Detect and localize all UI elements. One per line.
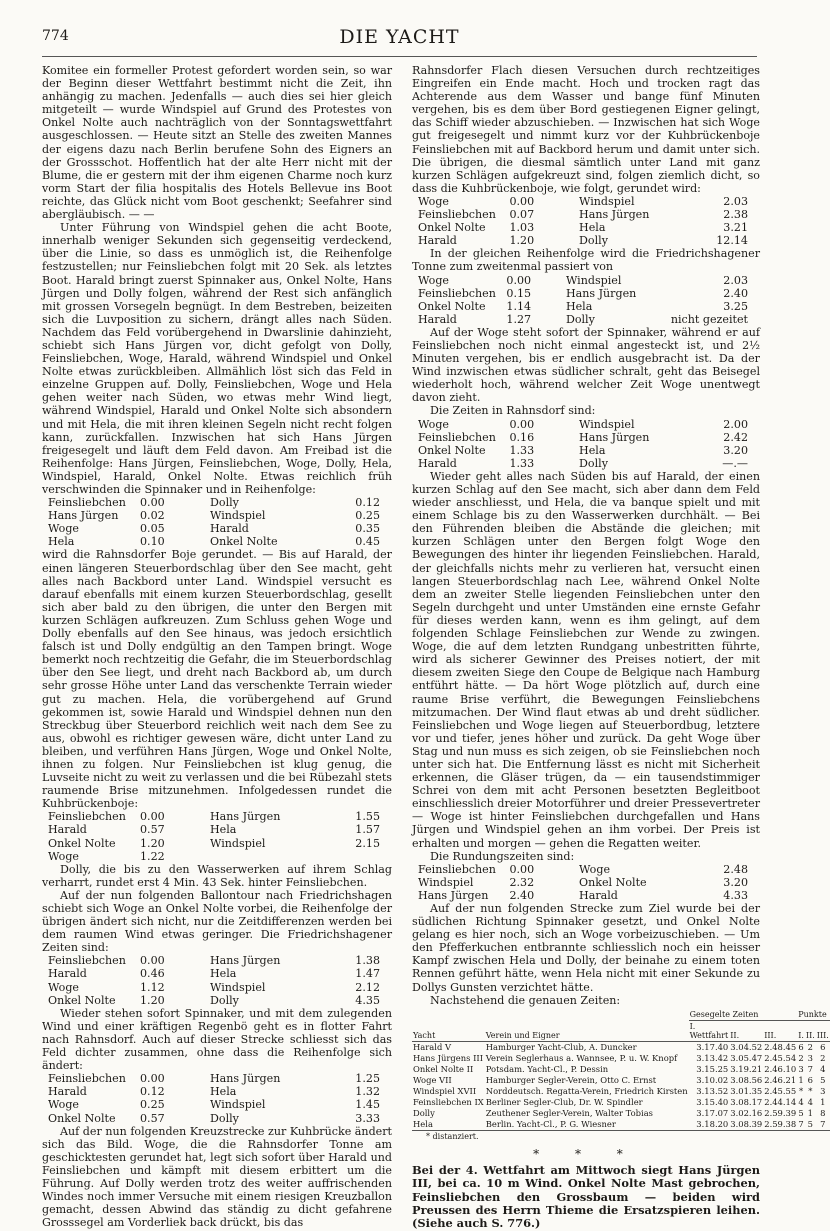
time-value: 3.20 <box>723 875 748 889</box>
yacht-name: Onkel Nolte <box>418 299 486 313</box>
yacht-name: Feinsliebchen <box>418 430 496 444</box>
yacht-name: Feinsliebchen <box>418 286 496 300</box>
time-value: 3.33 <box>355 1111 380 1125</box>
time-value: 0.00 <box>509 862 535 876</box>
yacht-name: Woge <box>48 980 79 994</box>
col-header-club: Verein und Eigner <box>485 1009 689 1042</box>
time-value: 2.00 <box>723 417 748 431</box>
time-value: 0.12 <box>140 1085 165 1099</box>
paragraph: Unter Führung von Windspiel gehen die acht Boote, innerhalb weniger Sekunden sich gegenseitig verdeckend, über die Linie, so dass es unmöglich ist, die Reihenfolge festzustellen; nur Feinsliebchen folgt mit 20 Sek. als letztes Boot. Harald bringt zuerst Spinnaker aus, Onkel Nolte, Hans Jürgen und Dolly folgen, während der Rest sich anfänglich mit grossen Vorsegeln begnügt. In dem Bestreben, beizeiten sich die Luvposition zu sichern, drängt alles nach Süden. Nachdem das Feld vorübergehend in Dwarslinie dahinzieht, schiebt sich Hans Jürgen vor, dicht gefolgt von Dolly, Feinsliebchen, Woge, Harald, während Windspiel und Onkel Nolte etwas zurückbleiben. Allmählich löst sich das Feld in einzelne Gruppen auf. Dolly, Feinsliebchen, Woge und Hela gehen weiter nach Süden, wo etwas mehr Wind liegt, während Windspiel, Harald und Onkel Nolte sich absondern und mit Hela, die mit ihren kleinen Segeln nicht recht folgen kann, zurückfallen. Inzwischen hat sich Hans Jürgen freigesegelt und läuft dem Feld davon. Am Freibad ist die Reihenfolge: Hans Jürgen, Feinsliebchen, Woge, Dolly, Hela, Windspiel, Harald, Onkel Nolte. Etwas reichlich früh verschwinden die Spinnaker und in Reihenfolge: <box>42 221 392 496</box>
time-value: 1.33 <box>509 443 535 457</box>
points-1: 7 <box>798 1118 804 1129</box>
time-value: 0.46 <box>140 967 165 981</box>
points-1: * <box>798 1085 804 1096</box>
yacht-name: Hans Jürgen <box>210 810 281 824</box>
table-row <box>42 954 392 967</box>
table-row <box>412 431 760 444</box>
time-value: 0.10 <box>140 535 165 549</box>
yacht-name: Hela <box>579 443 606 457</box>
time-value: 0.57 <box>140 1111 165 1125</box>
time-value: 2.38 <box>723 208 748 222</box>
table-row <box>42 810 392 823</box>
time-value: 1.20 <box>140 836 165 850</box>
points-3: 4 <box>820 1063 826 1074</box>
time-race-3: 2.45.55 <box>764 1085 797 1096</box>
yacht-name: Woge <box>418 273 449 287</box>
yacht-name: Harald <box>418 312 457 326</box>
yacht-name: Onkel Nolte <box>48 993 116 1007</box>
time-race-2: 3.08.56 <box>730 1074 763 1085</box>
yacht-name: Windspiel <box>210 509 266 523</box>
points-1: 4 <box>798 1096 804 1107</box>
times-table <box>412 418 760 470</box>
yacht-name: Hans Jürgen <box>579 430 650 444</box>
time-value: 1.57 <box>355 823 380 837</box>
yacht-name: Dolly <box>210 993 239 1007</box>
time-value: 1.25 <box>355 1072 380 1086</box>
col-header-points-1: I. <box>797 1020 805 1041</box>
points-2: 6 <box>807 1074 814 1085</box>
time-value: 2.15 <box>355 836 380 850</box>
points-1: 1 <box>798 1074 804 1085</box>
yacht-name: Hela <box>579 221 606 235</box>
times-table <box>412 195 760 247</box>
points-2: 7 <box>807 1063 814 1074</box>
yacht-name: Woge <box>48 849 79 863</box>
paragraph: Rahnsdorfer Flach diesen Versuchen durch rechtzeitiges Eingreifen ein Ende macht. Hoch und trocken ragt das Achterende aus dem Wasser und bange fünf Minuten vergehen, bis es dem über Bord gestiegenen Eigner gelingt, das Schiff wieder abzuschieben. — Inzwischen hat sich Woge gut freigesegelt und nimmt kurz vor der Kuhbrückenboje Feinsliebchen mit auf Backbord herum und damit unter sich. Die übrigen, die diesmal sämtlich unter Land mit ganz kurzen Schlägen aufgekreuzt sind, folgen ziemlich dicht, so dass die Kuhbrückenboje, wie folgt, gerundet wird: <box>412 64 760 195</box>
col-header-race-2: II. <box>729 1020 763 1041</box>
time-value: 0.15 <box>506 286 532 300</box>
col-header-yacht: Yacht <box>412 1009 485 1042</box>
time-value: 2.40 <box>509 888 535 902</box>
results-row <box>412 1041 830 1053</box>
time-race-2: 3.02.16 <box>730 1107 763 1118</box>
yacht-name: Windspiel <box>210 836 266 850</box>
time-value: 0.57 <box>140 823 165 837</box>
yacht-name: Windspiel <box>210 1098 266 1112</box>
time-race-1: 3.13.52 <box>696 1085 729 1096</box>
time-value: 0.00 <box>140 496 165 510</box>
yacht-name: Onkel Nolte <box>418 221 486 235</box>
results-row <box>412 1119 830 1131</box>
yacht-name: Hans Jürgen <box>579 208 650 222</box>
paragraph: Die Rundungszeiten sind: <box>430 849 575 863</box>
table-row <box>42 994 392 1007</box>
time-value: 4.33 <box>723 888 748 902</box>
yacht-name: Harald V <box>413 1041 452 1052</box>
table-row <box>412 274 760 287</box>
time-race-3: 2.44.14 <box>764 1096 797 1107</box>
time-value: 3.20 <box>723 443 748 457</box>
time-race-2: 3.05.47 <box>730 1052 763 1063</box>
paragraph: wird die Rahnsdorfer Boje gerundet. — Bis auf Harald, der einen längeren Steuerbordschlag über den See macht, geht alles nach Backbord unter Land. Windspiel versucht es darauf ebenfalls mit einem kurzen Steuerbordschlag, gesellt sich aber bald zu den übrigen, die unter den Bergen mit kurzen Schlägen aufkreuzen. Zum Schluss gehen Woge und Dolly ebenfalls auf den See hinaus, was jedoch ersichtlich falsch ist und Dolly endgültig an den Tampen bringt. Woge bemerkt noch rechtzeitig die Gefahr, die im Steuerbordschlag über den See liegt, und dreht nach Backbord ab, um durch sehr grosse Höhe unter Land das verschenkte Terrain wieder gut zu machen. Hela, die vorübergehend auf Grund gekommen ist, sowie Harald und Windspiel dehnen nun den Streckbug über Steuerbord reichlich weit nach dem See zu aus, obwohl es richtiger gewesen wäre, dicht unter Land zu bleiben, und verführen Hans Jürgen, Woge und Onkel Nolte, ihnen zu folgen. Nur Feinsliebchen ist klug genug, die Luvseite nicht zu weit zu verlassen und die bei Rübezahl stets raumende Brise mitzunehmen. Infolgedessen rundet die Kuhbrückenboje: <box>42 548 392 811</box>
yacht-name: Onkel Nolte <box>210 535 278 549</box>
table-row <box>412 208 760 221</box>
col-header-points-2: II. <box>805 1020 816 1041</box>
time-value: 0.25 <box>355 509 380 523</box>
paragraph: Nachstehend die genauen Zeiten: <box>430 993 621 1007</box>
header-rule <box>42 56 757 57</box>
points-3: 7 <box>820 1118 826 1129</box>
time-value: 1.47 <box>355 967 380 981</box>
time-value: 0.02 <box>140 509 165 523</box>
paragraph: Dolly, die bis zu den Wasserwerken auf ihrem Schlag verharrt, rundet erst 4 Min. 43 Sek. hinter Feinsliebchen. <box>42 862 392 889</box>
time-value: 0.35 <box>355 522 380 536</box>
page-number: 774 <box>42 28 69 44</box>
club-owner: Hamburger Yacht-Club, A. Duncker <box>485 1041 637 1052</box>
yacht-name: Hela <box>48 535 75 549</box>
yacht-name: Windspiel <box>579 194 635 208</box>
yacht-name: Hans Jürgen <box>210 954 281 968</box>
paragraph: Auf der Woge steht sofort der Spinnaker, während er auf Feinsliebchen noch nicht einmal angesteckt ist, und 2½ Minuten vergehen, bis er endlich ausgebracht ist. Da der Wind inzwischen etwas südlicher schralt, geht das Beisegel wiederholt hoch, während welcher Zeit Woge unentwegt davon zieht. <box>412 325 760 405</box>
club-owner: Berliner Segler-Club, Dr. W. Spindler <box>485 1096 643 1107</box>
time-race-3: 2.46.21 <box>764 1074 797 1085</box>
yacht-name: Feinsliebchen <box>48 810 126 824</box>
time-value: 1.38 <box>355 954 380 968</box>
time-value: 0.00 <box>509 417 535 431</box>
time-value: 1.33 <box>509 456 535 470</box>
club-owner: Zeuthener Segler-Verein, Walter Tobias <box>485 1107 653 1118</box>
time-race-3: 2.59.38 <box>764 1118 797 1129</box>
yacht-name: Hans Jürgen <box>565 286 637 300</box>
yacht-name: Woge VII <box>413 1074 452 1085</box>
time-value: 2.40 <box>723 286 748 300</box>
table-row <box>42 1098 392 1111</box>
yacht-name: Dolly <box>210 496 239 510</box>
yacht-name: Onkel Nolte II <box>413 1063 474 1074</box>
paragraph: In der gleichen Reihenfolge wird die Friedrichshagener Tonne zum zweitenmal passiert von <box>412 247 760 274</box>
time-value: 0.25 <box>140 1098 165 1112</box>
points-3: 3 <box>820 1085 826 1096</box>
yacht-name: Woge <box>48 1098 79 1112</box>
table-row <box>412 287 760 300</box>
yacht-name: Harald <box>579 888 618 902</box>
yacht-name: Harald <box>48 967 87 981</box>
yacht-name: Hans Jürgen <box>210 1072 281 1086</box>
points-2: 1 <box>807 1107 814 1118</box>
paragraph: Auf der nun folgenden Strecke zum Ziel wurde bei der südlichen Richtung Spinnaker gesetzt, und Onkel Nolte gelang es hier noch, sich an Woge vorbeizuschieben. — Um den Pfefferkuchen entbrannte schliesslich noch ein heisser Kampf zwischen Hela und Dolly, der beinahe zu einem toten Rennen geführt hätte, wenn Hela nicht mit einer Sekunde zu Dollys Gunsten verzichtet hätte. <box>412 902 760 994</box>
club-owner: Berlin. Yacht-Cl., P. G. Wiesner <box>485 1118 616 1129</box>
paragraph: Wieder stehen sofort Spinnaker, und mit dem zulegenden Wind und einer kräftigen Regenbö geht es in flotter Fahrt nach Rahnsdorf. Auch auf dieser Strecke schliesst sich das Feld dichter zusammen, ohne dass die Reihenfolge sich ändert: <box>42 1006 392 1073</box>
club-owner: Potsdam. Yacht-Cl., P. Dessin <box>485 1063 609 1074</box>
time-value: 2.48 <box>723 862 748 876</box>
time-value: nicht gezeitet <box>670 312 748 326</box>
yacht-name: Hans Jürgen <box>48 509 119 523</box>
points-3: 2 <box>820 1052 826 1063</box>
time-value: 0.00 <box>509 194 535 208</box>
points-2: 2 <box>807 1041 814 1052</box>
yacht-name: Dolly <box>210 1111 239 1125</box>
time-value: 1.14 <box>506 299 532 313</box>
yacht-name: Windspiel <box>418 875 474 889</box>
time-value: 1.12 <box>140 980 165 994</box>
points-1: 5 <box>798 1107 804 1118</box>
yacht-name: Onkel Nolte <box>48 1111 116 1125</box>
col-header-points-3: III. <box>816 1020 830 1041</box>
yacht-name: Feinsliebchen <box>418 862 496 876</box>
paragraph: Auf der nun folgenden Kreuzstrecke zur Kuhbrücke ändert sich das Bild. Woge, die die Rahnsdorfer Tonne am geschicktesten gerundet hat, legt sich sofort über Harald und Feinsliebchen und kämpft mit diesem erbittert um die Führung. Auf Dolly werden trotz des weiter auffrischenden Windes noch immer Versuche mit einem riesigen Kreuzballon gemacht, dessen Abwind das ständig zu dicht gefahrene Grosssegel am Vorderliek back drückt, bis das <box>42 1124 392 1230</box>
time-value: 4.35 <box>355 993 380 1007</box>
col-header-race-1: I. Wettfahrt <box>689 1021 729 1040</box>
section-divider: * * * <box>533 1146 639 1161</box>
yacht-name <box>210 850 326 863</box>
paragraph: Auf der nun folgenden Ballontour nach Friedrichshagen schiebt sich Woge an Onkel Nolte vorbei, die Reihenfolge der übrigen ändert sich nicht, nur die Zeitdifferenzen werden bei dem raumen Wind etwas geringer. Die Friedrichshagener Zeiten sind: <box>42 888 392 955</box>
time-value: 1.03 <box>509 221 535 235</box>
table-row <box>42 837 392 850</box>
time-value: 1.22 <box>140 849 165 863</box>
yacht-name: Windspiel <box>210 980 266 994</box>
results-row <box>412 1097 830 1108</box>
yacht-name: Windspiel <box>579 417 635 431</box>
yacht-name: Hela <box>210 967 237 981</box>
time-value: 2.12 <box>355 980 380 994</box>
yacht-name: Hela <box>210 823 237 837</box>
table-row <box>42 981 392 994</box>
points-3: 8 <box>820 1107 826 1118</box>
points-1: 2 <box>798 1052 804 1063</box>
time-race-1: 3.15.40 <box>696 1096 729 1107</box>
points-2: * <box>808 1085 813 1096</box>
time-value: 0.05 <box>140 522 165 536</box>
time-race-2: 3.04.52 <box>730 1041 763 1052</box>
time-value: 1.20 <box>140 993 165 1007</box>
closing-notice: Bei der 4. Wettfahrt am Mittwoch siegt Hans Jürgen III, bei ca. 10 m Wind. Onkel Nolte Mast gebrochen, Feinsliebchen den Grossbaum — beiden wird Preussen des Herrn Thieme die Ersatzspieren leihen. (Siehe auch S. 776.) <box>412 1162 760 1231</box>
yacht-name: Dolly <box>579 456 608 470</box>
table-row <box>42 967 392 980</box>
time-value: 1.32 <box>355 1085 380 1099</box>
points-1: 3 <box>798 1063 804 1074</box>
times-table <box>412 863 760 902</box>
times-table <box>42 496 392 548</box>
time-value: 0.00 <box>140 810 165 824</box>
results-row <box>412 1053 830 1064</box>
yacht-name: Feinsliebchen <box>48 496 126 510</box>
yacht-name: Dolly <box>579 234 608 248</box>
time-value: 0.00 <box>506 273 532 287</box>
results-row <box>412 1064 830 1075</box>
yacht-name: Feinsliebchen <box>48 1072 126 1086</box>
table-row <box>412 221 760 234</box>
page-title: DIE YACHT <box>339 26 460 48</box>
table-row <box>412 889 760 902</box>
time-value: 3.25 <box>723 299 748 313</box>
time-value: 0.16 <box>509 430 535 444</box>
time-value: 1.27 <box>506 312 532 326</box>
time-race-1: 3.17.07 <box>696 1107 729 1118</box>
results-row <box>412 1075 830 1086</box>
time-value: 1.45 <box>355 1098 380 1112</box>
yacht-name: Hela <box>565 299 593 313</box>
yacht-name: Hans Jürgen <box>418 888 489 902</box>
times-table <box>42 954 392 1006</box>
table-row <box>42 522 392 535</box>
time-race-3: 2.46.10 <box>764 1063 797 1074</box>
table-row <box>42 823 392 836</box>
yacht-name: Feinsliebchen IX <box>413 1096 484 1107</box>
col-header-points: Punkte <box>797 1009 830 1021</box>
time-value <box>326 850 393 863</box>
table-row <box>42 509 392 522</box>
table-row <box>412 300 760 313</box>
time-race-2: 3.08.39 <box>730 1118 763 1129</box>
table-row <box>42 1085 392 1098</box>
time-value: 3.21 <box>723 221 748 235</box>
time-race-2: 3.08.17 <box>730 1096 763 1107</box>
results-row <box>412 1108 830 1119</box>
table-row <box>42 850 392 863</box>
time-race-1: 3.10.02 <box>696 1074 729 1085</box>
time-race-1: 3.13.42 <box>696 1052 729 1063</box>
table-row <box>412 876 760 889</box>
time-race-1: 3.15.25 <box>696 1063 729 1074</box>
time-value: —.— <box>722 456 748 470</box>
time-race-2: 3.01.35 <box>730 1085 763 1096</box>
table-row <box>412 313 760 326</box>
left-column <box>42 64 392 1229</box>
table-row <box>412 234 760 247</box>
time-race-2: 3.19.21 <box>730 1063 763 1074</box>
time-value: 2.03 <box>723 273 748 287</box>
time-value: 2.32 <box>509 875 535 889</box>
table-row <box>42 535 392 548</box>
points-2: 4 <box>807 1096 814 1107</box>
table-row <box>412 457 760 470</box>
points-3: 6 <box>820 1041 826 1052</box>
paragraph: Komitee ein formeller Protest gefordert worden sein, so war der Beginn dieser Wettfahrt bestimmt nicht die Zeit, ihn anhängig zu machen. Jedenfalls — auch dies sei hier gleich mitgeteilt — wurde Windspiel auf Grund des Protestes von Onkel Nolte auch nachträglich von der Sonntagswettfahrt ausgeschlossen. — Heute sitzt an Stelle des zweiten Mannes der eigens dazu nach Berlin berufene Sohn des Eigners an der Grossschot. Hoffentlich hat der alte Herr nicht mit der Blume, die er gestern mit der ihm eigenen Charme noch kurz vorm Start der filia hospitalis des Hotels Bellevue ins Boot reichte, das Glück nicht vom Boot geschenkt; Seefahrer sind abergläubisch. — — <box>42 64 392 222</box>
yacht-name: Harald <box>418 234 457 248</box>
yacht-name: Windspiel <box>565 273 622 287</box>
time-value: 1.55 <box>355 810 380 824</box>
time-race-1: 3.17.40 <box>696 1041 729 1052</box>
time-race-3: 2.48.45 <box>764 1041 797 1052</box>
yacht-name: Feinsliebchen <box>48 954 126 968</box>
col-header-race-3: III. <box>763 1020 797 1041</box>
points-2: 5 <box>807 1118 814 1129</box>
yacht-name: Dolly <box>565 312 595 326</box>
yacht-name: Hans Jürgens III <box>413 1052 484 1063</box>
time-value: 0.12 <box>355 496 380 510</box>
club-owner: Norddeutsch. Regatta-Verein, Friedrich Kirsten <box>485 1085 688 1096</box>
points-1: 6 <box>798 1041 804 1052</box>
time-value: 12.14 <box>716 234 748 248</box>
paragraph: Wieder geht alles nach Süden bis auf Harald, der einen kurzen Schlag auf den See macht, sich aber dann dem Feld wieder anschliesst, und Hela, die va banque spielt und mit einem Schlage bis zu den Wasserwerken durchhält. — Bei den Führenden bleiben die Abstände die gleichen; mit kurzen Schlägen unter den Bergen folgt Woge den Bewegungen des hinter ihr liegenden Feinsliebchen. Harald, der gleichfalls nichts mehr zu verlieren hat, versucht einen langen Steuerbordschlag nach Lee, während Onkel Nolte dem an zweiter Stelle liegenden Feinsliebchen unter den Segeln durchgeht und unter Umständen eine ernste Gefahr für dieses werden kann, wenn es ihm gelingt, auf dem folgenden Schlage Feinsliebchen zur Wende zu zwingen. Woge, die auf dem letzten Rundgang unbestritten führte, wird als sicherer Gewinner des Preises notiert, der mit diesem zweiten Siege den Coupe de Belgique nach Hamburg entführt hätte. — Da hört Woge plötzlich auf, durch eine raume Brise verführt, die Bewegungen Feinsliebchens mitzumachen. Der Wind flaut etwas ab und dreht südlicher. Feinsliebchen und Woge liegen auf Steuerbordbug, letztere vor und tiefer, jenes höher und zurück. Da geht Woge über Stag und nun muss es sich zeigen, ob sie Feinsliebchen noch unter sich hat. Die Entfernung lässt es nicht mit Sicherheit erkennen, die Gläser trügen, da — ein tausendstimmiger Schrei von dem mit acht Personen besetzten Begleitboot einschliesslich dreier Motorführer und dreier Pressevertreter — Woge ist hinter Feinsliebchen durchgefallen und Hans Jürgen und Windspiel gehen an ihm vorbei. Der Preis ist erhalten und morgen — gehen die Regatten weiter. <box>412 469 760 850</box>
club-owner: Hamburger Segler-Verein, Otto C. Ernst <box>485 1074 657 1085</box>
points-3: 5 <box>820 1074 826 1085</box>
time-race-3: 2.59.39 <box>764 1107 797 1118</box>
footnote: * distanziert. <box>412 1130 830 1142</box>
yacht-name: Hela <box>210 1085 237 1099</box>
yacht-name: Woge <box>418 194 449 208</box>
club-owner: Verein Seglerhaus a. Wannsee, P. u. W. Knopf <box>485 1052 678 1063</box>
results-table <box>412 1009 830 1142</box>
times-table <box>412 274 760 326</box>
yacht-name: Hela <box>413 1118 433 1129</box>
paragraph: Die Zeiten in Rahnsdorf sind: <box>430 404 596 418</box>
yacht-name: Harald <box>210 522 249 536</box>
time-value: 2.42 <box>723 430 748 444</box>
yacht-name: Harald <box>418 456 457 470</box>
table-row <box>412 195 760 208</box>
table-row <box>42 1072 392 1085</box>
time-value: 0.07 <box>509 208 535 222</box>
points-3: 1 <box>820 1096 826 1107</box>
results-row <box>412 1086 830 1097</box>
yacht-name: Woge <box>48 522 79 536</box>
times-table <box>42 1072 392 1124</box>
time-value: 0.00 <box>140 954 165 968</box>
right-column <box>412 64 829 1231</box>
time-value: 0.45 <box>355 535 380 549</box>
time-race-3: 2.45.54 <box>764 1052 797 1063</box>
table-row <box>412 418 760 431</box>
time-value: 0.00 <box>140 1072 165 1086</box>
page-header <box>42 28 757 50</box>
yacht-name: Woge <box>579 862 611 876</box>
times-table <box>42 810 392 862</box>
yacht-name: Onkel Nolte <box>418 443 486 457</box>
yacht-name: Woge <box>418 417 449 431</box>
table-row <box>42 1112 392 1125</box>
time-value: 1.20 <box>509 234 535 248</box>
yacht-name: Feinsliebchen <box>418 208 496 222</box>
table-row <box>42 496 392 509</box>
yacht-name: Windspiel XVII <box>413 1085 477 1096</box>
col-header-times: Gesegelte Zeiten <box>689 1009 798 1021</box>
time-value: 2.03 <box>723 194 748 208</box>
table-row <box>412 444 760 457</box>
yacht-name: Harald <box>48 1085 87 1099</box>
table-row <box>412 863 760 876</box>
yacht-name: Onkel Nolte <box>48 836 116 850</box>
yacht-name: Harald <box>48 823 87 837</box>
yacht-name: Onkel Nolte <box>579 875 647 889</box>
points-2: 3 <box>807 1052 814 1063</box>
time-race-1: 3.18.20 <box>696 1118 729 1129</box>
yacht-name: Dolly <box>413 1107 435 1118</box>
